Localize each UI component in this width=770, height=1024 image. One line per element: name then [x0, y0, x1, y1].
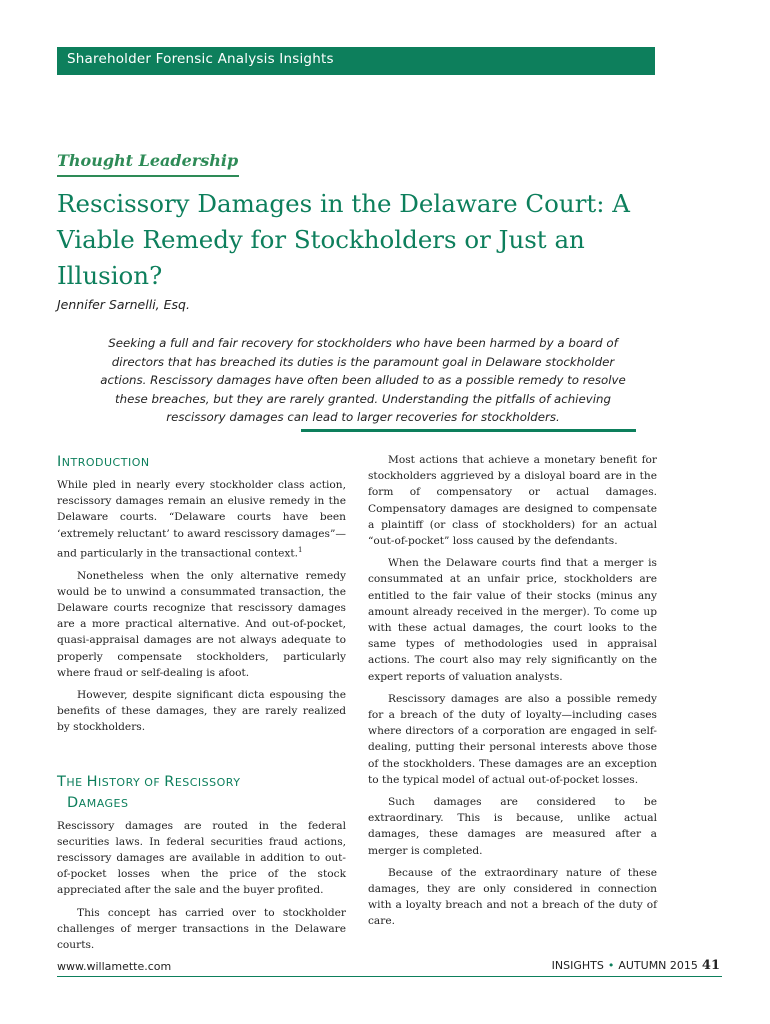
history-paragraph-2: This concept has carried over to stockholder challenges of merger transactions in the Delaware courts.: [57, 906, 346, 951]
right-paragraph-4: Such damages are considered to be extraordinary. This is because, unlike actual damages, these damages are measured after a merger is completed.: [368, 796, 657, 857]
footer-bullet: •: [607, 959, 615, 972]
heading-introduction: INTRODUCTION: [57, 454, 150, 470]
heading-history: THE HISTORY OF RESCISSORY DAMAGES: [57, 773, 241, 811]
footer-divider: [57, 976, 722, 977]
right-paragraph-5: Because of the extraordinary nature of these damages, they are only considered in connection with a loyalty breach and not a breach of the duty of care.: [368, 866, 657, 928]
abstract-divider: [301, 429, 636, 432]
footer-website: www.willamette.com: [57, 960, 172, 973]
article-abstract: Seeking a full and fair recovery for stockholders who have been harmed by a board of directors that has breached its duties is the paramount goal in Delaware stockholder actions. Rescissory damages have often been alluded to as a possible remedy to resolve these breaches, but they are rarely granted. Understanding the pitfalls of achieving rescissory damages can lead to larger recoveries for stockholders.: [100, 336, 626, 425]
footnote-marker: 1: [297, 545, 303, 554]
right-column: [368, 452, 657, 936]
footer-issue: AUTUMN 2015: [618, 959, 698, 972]
history-paragraph-1: Rescissory damages are routed in the federal securities laws. In federal securities fraud actions, rescissory damages are available in addition to out-of-pocket losses when the price of the stock appreciated after the sale and the buyer profited.: [57, 819, 346, 897]
intro-paragraph-3: However, despite significant dicta espousing the benefits of these damages, they are rarely realized by stockholders.: [57, 688, 346, 734]
left-column: [57, 452, 346, 959]
kicker-underline: [57, 175, 239, 177]
page-number: 41: [701, 958, 720, 973]
intro-paragraph-1: While pled in nearly every stockholder class action, rescissory damages remain an elusive remedy in the Delaware courts. “Delaware courts have been ‘extremely reluctant’ to award rescissory damages”—and particularly in the transactional context.$^1$: [57, 479, 346, 560]
article-author: Jennifer Sarnelli, Esq.: [57, 297, 190, 312]
article-title: Rescissory Damages in the Delaware Court: A Viable Remedy for Stockholders or Just an Illusion?: [57, 189, 630, 290]
section-kicker: Thought Leadership: [57, 151, 239, 170]
right-paragraph-3: Rescissory damages are also a possible remedy for a breach of the duty of loyalty—including cases where directors of a corporation are engaged in self-dealing, putting their personal interests above those of the stockholders. These damages are an exception to the typical model of actual out-of-pocket losses.: [368, 692, 657, 786]
right-paragraph-2: When the Delaware courts find that a merger is consummated at an unfair price, stockholders are entitled to the fair value of their stocks (minus any amount already received in the merger). To come up with these actual damages, the court looks to the same types of methodologies used in appraisal actions. The court also may rely significantly on the expert reports of valuation analysts.: [368, 557, 657, 683]
right-paragraph-1: Most actions that achieve a monetary benefit for stockholders aggrieved by a disloyal board are in the form of compensatory or actual damages. Compensatory damages are designed to compensate a plaintiff (or class of stockholders) for an actual “out-of-pocket” loss caused by the defendants.: [368, 454, 657, 548]
footer-publication: [552, 958, 720, 973]
footer-publication-name: INSIGHTS: [551, 959, 604, 972]
banner-text: Shareholder Forensic Analysis Insights: [67, 51, 334, 67]
intro-paragraph-2: Nonetheless when the only alternative remedy would be to unwind a consummated transaction, the Delaware courts recognize that rescissory damages are a more practical alternative. And out-of-pocket, quasi-appraisal damages are not always adequate to properly compensate stockholders, particularly where fraud or self-dealing is afoot.: [57, 569, 346, 679]
publication-banner: [57, 47, 655, 75]
